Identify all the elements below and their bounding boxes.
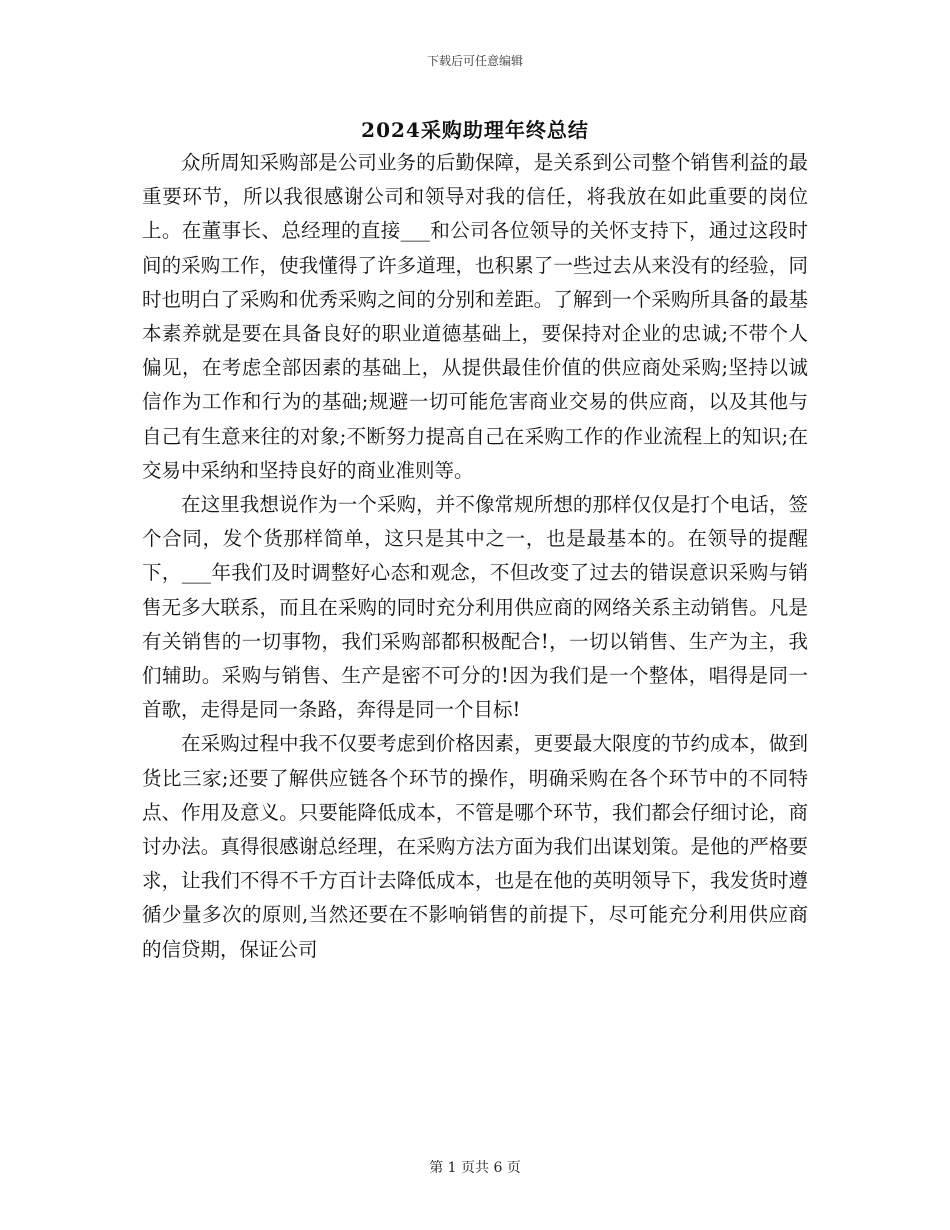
paragraph-3: 在采购过程中我不仅要考虑到价格因素，更要最大限度的节约成本，做到货比三家;还要了解供应链各个环节的操作，明确采购在各个环节中的不同特点、作用及意义。只要能降低成本，不管是哪个环节，我们都会仔细讨论，商讨办法。真得很感谢总经理，在采购方法方面为我们出谋划策。是他的严格要求，让我们不得不千方百计去降低成本，也是在他的英明领导下，我发货时遵循少量多次的原则,当然还要在不影响销售的前提下，尽可能充分利用供应商的信贷期，保证公司 xyxy=(142,732,808,961)
paragraph-1: 众所周知采购部是公司业务的后勤保障，是关系到公司整个销售利益的最重要环节，所以我很感谢公司和领导对我的信任，将我放在如此重要的岗位上。在董事长、总经理的直接___和公司各位领导的关怀支持下，通过这段时间的采购工作，使我懂得了许多道理，也积累了一些过去从来没有的经验，同时也明白了采购和优秀采购之间的分别和差距。了解到一个采购所具备的最基本素养就是要在具备良好的职业道德基础上，要保持对企业的忠诚;不带个人偏见，在考虑全部因素的基础上，从提供最佳价值的供应商处采购;坚持以诚信作为工作和行为的基础;规避一切可能危害商业交易的供应商，以及其他与自己有生意来往的对象;不断努力提高自己在采购工作的作业流程上的知识;在交易中采纳和坚持良好的商业准则等。 xyxy=(142,151,808,482)
document-body xyxy=(142,146,808,967)
document-title: 2024采购助理年终总结 xyxy=(361,118,589,142)
page-header: 下载后可任意编辑 xyxy=(426,54,523,68)
page-number: 第 1 页共 6 页 xyxy=(429,1160,521,1176)
paragraph-2: 在这里我想说作为一个采购，并不像常规所想的那样仅仅是打个电话，签个合同，发个货那样简单，这只是其中之一，也是最基本的。在领导的提醒下，___年我们及时调整好心态和观念，不但改变了过去的错误意识采购与销售无多大联系，而且在采购的同时充分利用供应商的网络关系主动销售。凡是有关销售的一切事物，我们采购部都积极配合!，一切以销售、生产为主，我们辅助。采购与销售、生产是密不可分的!因为我们是一个整体，唱得是同一首歌，走得是同一条路，奔得是同一个目标! xyxy=(142,493,808,722)
